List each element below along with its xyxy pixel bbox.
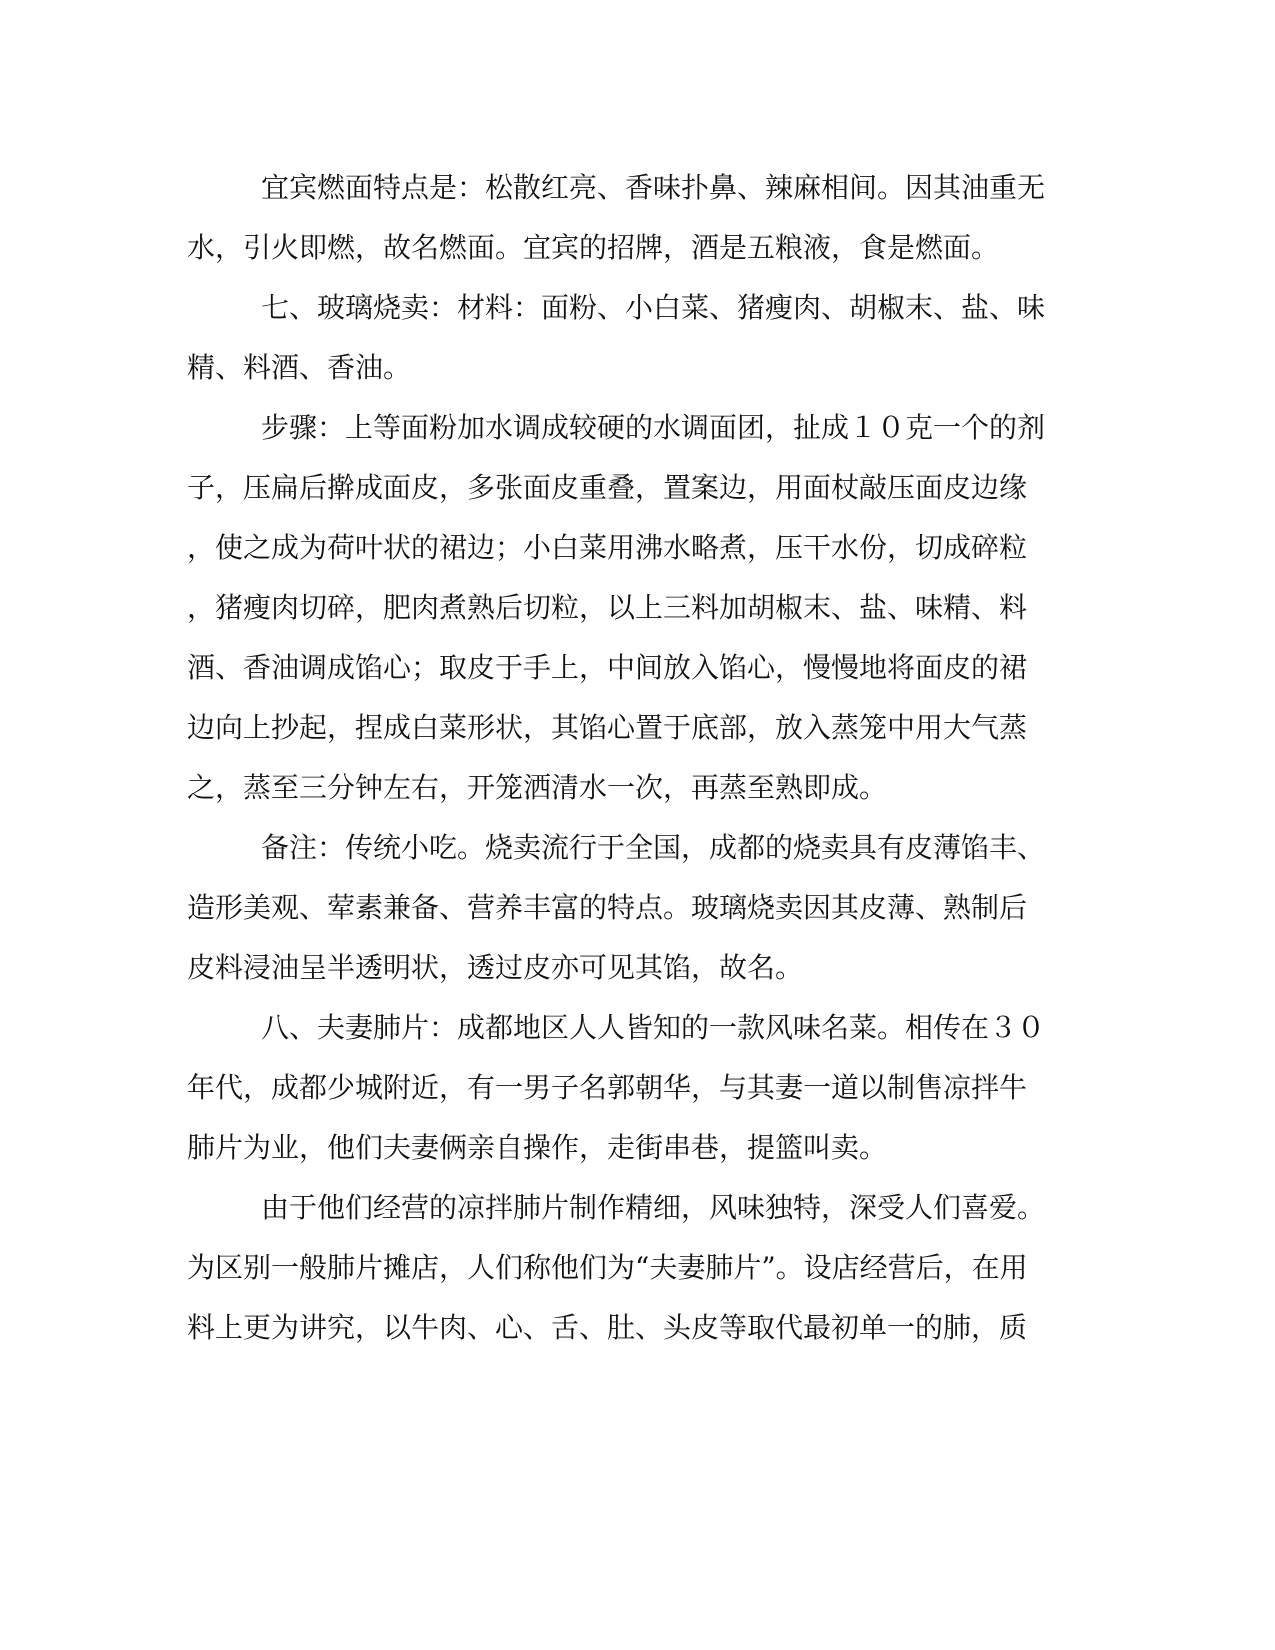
text-line: 为区别一般肺片摊店，人们称他们为“夫妻肺片”。设店经营后，在用 — [187, 1251, 1028, 1284]
text-line: 之，蒸至三分钟左右，开笼洒清水一次，再蒸至熟即成。 — [187, 771, 888, 804]
text-line: 年代，成都少城附近，有一男子名郭朝华，与其妻一道以制售凉拌牛 — [187, 1071, 1028, 1104]
paragraph-boli-shaomai-steps — [187, 398, 1077, 818]
text-line: 子，压扁后擀成面皮，多张面皮重叠，置案边，用面杖敲压面皮边缘 — [187, 471, 1028, 504]
text-line: 水，引火即燃，故名燃面。宜宾的招牌，酒是五粮液，食是燃面。 — [187, 231, 1000, 264]
text-line: 八、夫妻肺片：成都地区人人皆知的一款风味名菜。相传在３０ — [261, 1011, 1046, 1044]
text-line: 酒、香油调成馅心；取皮于手上，中间放入馅心，慢慢地将面皮的裙 — [187, 651, 1028, 684]
text-line: 备注：传统小吃。烧卖流行于全国，成都的烧卖具有皮薄馅丰、 — [261, 831, 1046, 864]
document-body — [187, 158, 1077, 1358]
text-line: ，猪瘦肉切碎，肥肉煮熟后切粒，以上三料加胡椒末、盐、味精、料 — [187, 591, 1028, 624]
paragraph-boli-shaomai-notes — [187, 818, 1077, 998]
text-line: 宜宾燃面特点是：松散红亮、香味扑鼻、辣麻相间。因其油重无 — [261, 171, 1046, 204]
paragraph-fuqi-feipian-intro — [187, 998, 1077, 1178]
text-line: 步骤：上等面粉加水调成较硬的水调面团，扯成１０克一个的剂 — [261, 411, 1046, 444]
text-line: 皮料浸油呈半透明状，透过皮亦可见其馅，故名。 — [187, 951, 804, 984]
paragraph-boli-shaomai-materials — [187, 278, 1077, 398]
paragraph-fuqi-feipian-history — [187, 1178, 1077, 1358]
paragraph-yibin-ranmian — [187, 158, 1077, 278]
text-line: ，使之成为荷叶状的裙边；小白菜用沸水略煮，压干水份，切成碎粒 — [187, 531, 1028, 564]
text-line: 精、料酒、香油。 — [187, 351, 412, 384]
text-line: 造形美观、荤素兼备、营养丰富的特点。玻璃烧卖因其皮薄、熟制后 — [187, 891, 1028, 924]
text-line: 由于他们经营的凉拌肺片制作精细，风味独特，深受人们喜爱。 — [261, 1191, 1046, 1224]
text-line: 七、玻璃烧卖：材料：面粉、小白菜、猪瘦肉、胡椒末、盐、味 — [261, 291, 1046, 324]
text-line: 边向上抄起，捏成白菜形状，其馅心置于底部，放入蒸笼中用大气蒸 — [187, 711, 1028, 744]
text-line: 肺片为业，他们夫妻俩亲自操作，走街串巷，提篮叫卖。 — [187, 1131, 888, 1164]
text-line: 料上更为讲究，以牛肉、心、舌、肚、头皮等取代最初单一的肺，质 — [187, 1311, 1028, 1344]
